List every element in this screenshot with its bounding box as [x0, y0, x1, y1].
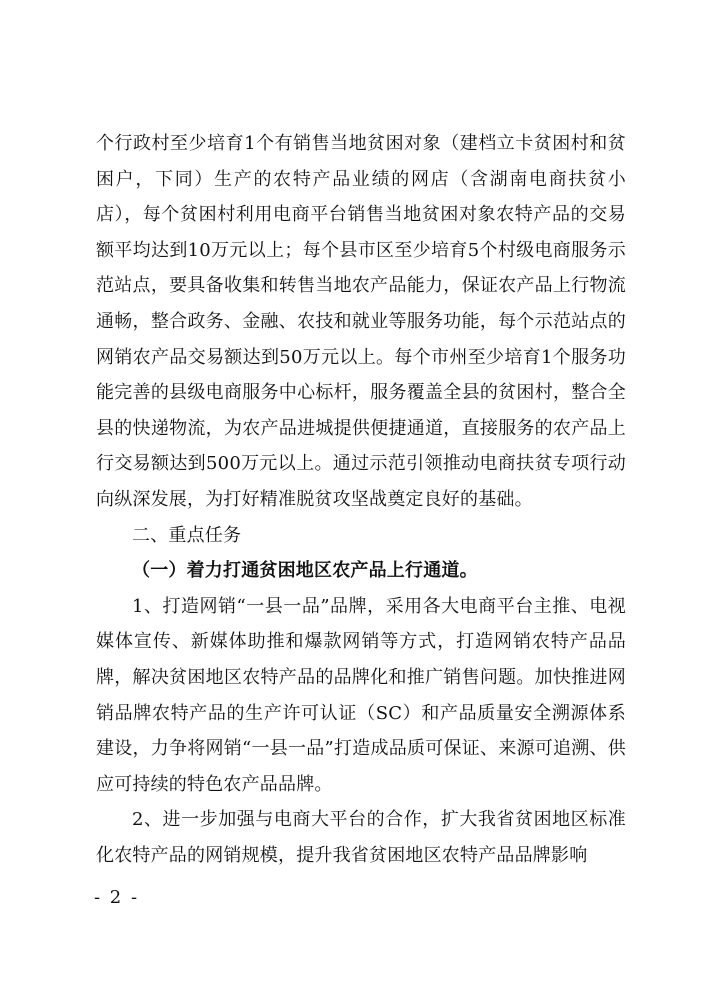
paragraph-item-1: 1、打造网销“一县一品”品牌，采用各大电商平台主推、电视媒体宣传、新媒体助推和爆款网销等方式，打造网销农特产品品牌，解决贫困地区农特产品的品牌化和推广销售问题。加快推进网销品牌农特产品的生产许可认证（SC）和产品质量安全溯源体系建设，力争将网销“一县一品”打造成品质可保证、来源可追溯、供应可持续的特色农产品品牌。: [96, 595, 626, 795]
paragraph-continuation: 个行政村至少培育1个有销售当地贫困对象（建档立卡贫困村和贫困户，下同）生产的农特产品业绩的网店（含湖南电商扶贫小店），每个贫困村利用电商平台销售当地贫困对象农特产品的交易额平均达到10万元以上；每个县市区至少培育5个村级电商服务示范站点，要具备收集和转售当地农产品能力，保证农产品上行物流通畅，整合政务、金融、农技和就业等服务功能，每个示范站点的网销农产品交易额达到50万元以上。每个市州至少培育1个服务功能完善的县级电商服务中心标杆，服务覆盖全县的贫困村，整合全县的快递物流，为农产品进城提供便捷通道，直接服务的农产品上行交易额达到500万元以上。通过示范引领推动电商扶贫专项行动向纵深发展，为打好精准脱贫攻坚战奠定良好的基础。: [96, 133, 626, 510]
page-number: - 2 -: [94, 887, 140, 908]
section-heading: 二、重点任务: [132, 524, 242, 546]
document-body: [96, 126, 626, 873]
subsection-heading: （一）着力打通贫困地区农产品上行通道。: [132, 560, 478, 582]
paragraph-item-2: 2、进一步加强与电商大平台的合作，扩大我省贫困地区标准化农特产品的网销规模，提升我省贫困地区农特产品品牌影响: [96, 809, 626, 866]
